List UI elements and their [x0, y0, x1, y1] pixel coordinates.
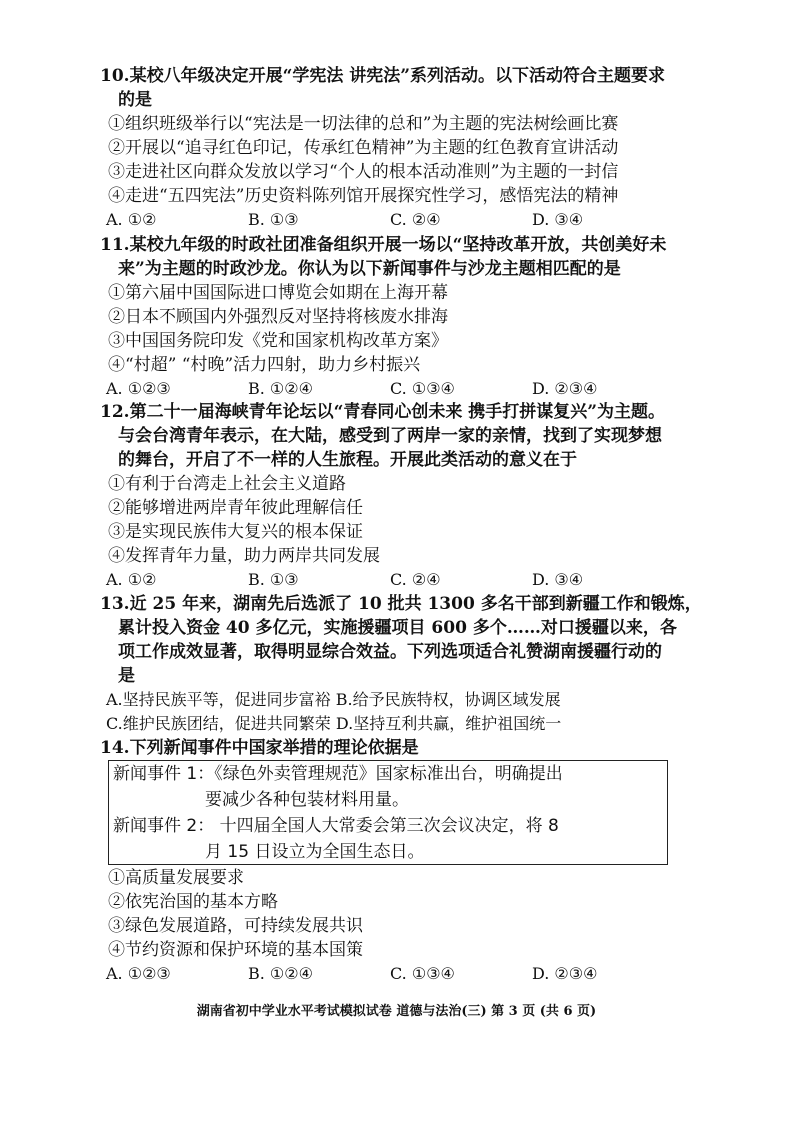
question-stem: 与会台湾青年表示，在大陆，感受到了两岸一家的亲情，找到了实现梦想	[118, 426, 662, 446]
option-item: ②开展以“追寻红色印记，传承红色精神”为主题的红色教育宣讲活动	[108, 138, 619, 158]
news-event-text: 新闻事件 1：《绿色外卖管理规范》国家标准出台，明确提出	[113, 764, 563, 784]
question-12	[100, 400, 700, 592]
question-stem: 11.某校九年级的时政社团准备组织开展一场以“坚持改革开放，共创美好未	[100, 235, 667, 255]
option-item: ④“村超” “村晚”活力四射，助力乡村振兴	[108, 355, 421, 375]
answer-choices	[100, 962, 700, 986]
choice-c: C. ②④	[390, 210, 441, 229]
option-item: ②依宪治国的基本方略	[108, 892, 278, 912]
answer-choices	[100, 208, 700, 232]
question-14	[100, 736, 700, 760]
option-item: ④发挥青年力量，助力两岸共同发展	[108, 546, 380, 566]
choice-a: A. ①②	[106, 570, 157, 589]
choice-d: D. ②③④	[532, 964, 598, 983]
choice-d: D. ②③④	[532, 379, 598, 398]
choice-a: A. ①②③	[106, 379, 171, 398]
page-footer: 湖南省初中学业水平考试模拟试卷 道德与法治(三) 第 3 页 (共 6 页)	[196, 1004, 597, 1019]
choice-c: C. ①③④	[390, 379, 455, 398]
option-item: ③中国国务院印发《党和国家机构改革方案》	[108, 331, 448, 351]
choice-b: B. ①③	[248, 210, 299, 229]
choice-b: B. ①③	[248, 570, 299, 589]
question-10	[100, 64, 700, 232]
answer-choices	[100, 568, 700, 592]
choice-a: A. ①②	[106, 210, 157, 229]
question-stem: 项工作成效显著，取得明显综合效益。下列选项适合礼赞湖南援疆行动的	[118, 642, 662, 662]
option-item: ④节约资源和保护环境的基本国策	[108, 940, 363, 960]
question-14-options	[100, 866, 700, 986]
option-item: ①有利于台湾走上社会主义道路	[108, 474, 346, 494]
question-stem: 来”为主题的时政沙龙。你认为以下新闻事件与沙龙主题相匹配的是	[118, 259, 621, 279]
option-item: ①高质量发展要求	[108, 868, 244, 888]
question-stem: 累计投入资金 40 多亿元，实施援疆项目 600 多个……对口援疆以来，各	[118, 618, 677, 638]
question-stem: 的是	[118, 90, 152, 110]
option-item: ②日本不顾国内外强烈反对坚持将核废水排海	[108, 307, 448, 327]
choice-d: D. ③④	[532, 210, 584, 229]
choice-b: B. ①②④	[248, 379, 313, 398]
option-item: ①组织班级举行以“宪法是一切法律的总和”为主题的宪法树绘画比赛	[108, 114, 619, 134]
answer-choices	[100, 377, 700, 401]
answer-choices-line: C.维护民族团结，促进共同繁荣 D.坚持互利共赢，维护祖国统一	[106, 714, 562, 733]
choice-c: C. ②④	[390, 570, 441, 589]
question-11	[100, 233, 700, 401]
option-item: ③绿色发展道路，可持续发展共识	[108, 916, 363, 936]
question-stem: 是	[118, 666, 135, 686]
news-events-box	[108, 760, 668, 865]
question-stem: 的舞台，开启了不一样的人生旅程。开展此类活动的意义在于	[118, 450, 577, 470]
option-item: ②能够增进两岸青年彼此理解信任	[108, 498, 363, 518]
question-13	[100, 592, 700, 736]
choice-d: D. ③④	[532, 570, 584, 589]
news-event-text: 要减少各种包装材料用量。	[205, 790, 409, 810]
choice-c: C. ①③④	[390, 964, 455, 983]
news-event-text: 月 15 日设立为全国生态日。	[205, 842, 425, 862]
question-stem: 10.某校八年级决定开展“学宪法 讲宪法”系列活动。以下活动符合主题要求	[100, 66, 666, 86]
question-stem: 13.近 25 年来，湖南先后选派了 10 批共 1300 多名干部到新疆工作和锻炼，	[100, 594, 702, 614]
question-stem: 14.下列新闻事件中国家举措的理论依据是	[100, 738, 419, 758]
answer-choices-line: A.坚持民族平等，促进同步富裕 B.给予民族特权，协调区域发展	[106, 690, 561, 709]
option-item: ①第六届中国国际进口博览会如期在上海开幕	[108, 283, 448, 303]
option-item: ③走进社区向群众发放以学习“个人的根本活动准则”为主题的一封信	[108, 162, 619, 182]
choice-b: B. ①②④	[248, 964, 313, 983]
option-item: ③是实现民族伟大复兴的根本保证	[108, 522, 363, 542]
option-item: ④走进“五四宪法”历史资料陈列馆开展探究性学习，感悟宪法的精神	[108, 186, 619, 206]
news-event-text: 新闻事件 2： 十四届全国人大常委会第三次会议决定，将 8	[113, 816, 559, 836]
choice-a: A. ①②③	[106, 964, 171, 983]
question-stem: 12.第二十一届海峡青年论坛以“青春同心创未来 携手打拼谋复兴”为主题。	[100, 402, 666, 422]
